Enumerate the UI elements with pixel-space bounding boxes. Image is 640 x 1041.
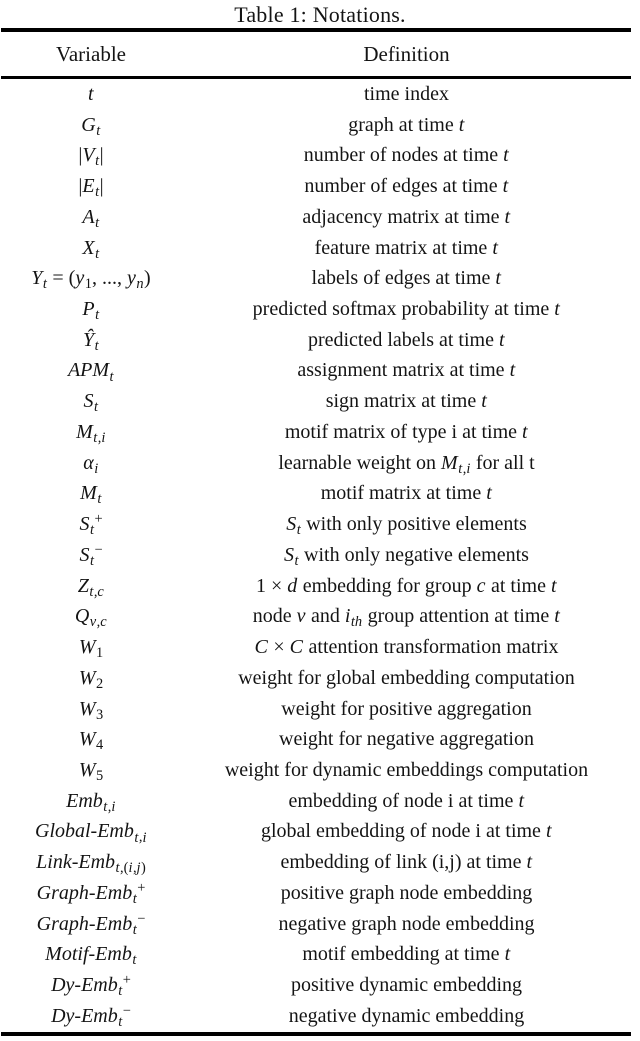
variable-cell: $S_t^-$ <box>79 541 103 569</box>
table-bottom-rule <box>1 1032 631 1036</box>
variable-cell: $W_4$ <box>78 728 104 754</box>
variable-cell: $P_t$ <box>82 298 100 324</box>
definition-cell: predicted labels at time t <box>307 328 505 351</box>
table-row <box>0 575 640 598</box>
table-row <box>0 298 640 324</box>
definition-cell: negative graph node embedding <box>278 912 535 935</box>
variable-cell: Motif-Emb$_t$ <box>45 943 137 969</box>
variable-cell: Graph-Emb$_t$− <box>36 910 146 938</box>
definition-cell: graph at time t <box>348 113 465 136</box>
variable-cell: $X_t$ <box>82 236 100 262</box>
variable-cell: $W_1$ <box>78 636 104 662</box>
variable-cell: $\alpha_i$ <box>83 451 99 477</box>
variable-cell: $G_t$ <box>81 113 101 139</box>
table-row <box>0 636 640 662</box>
table-row <box>0 728 640 754</box>
table-row <box>0 83 640 106</box>
variable-cell: $M_t$ <box>80 482 102 508</box>
column-header-variable: Variable <box>56 41 126 66</box>
variable-cell: Dy-Emb$_t$− <box>51 1002 131 1030</box>
table-row <box>0 943 640 969</box>
table-row <box>0 267 640 293</box>
definition-cell: number of nodes at time t <box>303 144 509 167</box>
variable-cell: $|E_t|$ <box>78 175 104 201</box>
definition-cell: adjacency matrix at time t <box>302 205 511 228</box>
definition-cell: $S_t$ with only positive elements <box>286 513 527 539</box>
definition-cell: labels of edges at time t <box>311 267 501 290</box>
definition-cell: weight for negative aggregation <box>279 728 534 751</box>
variable-cell: Link-Emb$_{t,(i,j)}$ <box>36 851 146 877</box>
table-row <box>0 879 640 907</box>
table-row <box>0 452 640 475</box>
definition-cell: motif matrix of type i at time t <box>284 420 528 443</box>
variable-cell: Emb$_{t,i}$ <box>66 789 116 815</box>
table-header-row <box>0 32 640 76</box>
definition-cell: number of edges at time t <box>304 175 509 198</box>
variable-cell: $Y_t = (y_1$, ..., $y_n$) <box>31 267 151 293</box>
definition-cell: weight for positive aggregation <box>281 697 532 720</box>
table-row <box>0 237 640 260</box>
table-row <box>0 698 640 721</box>
variable-cell: $S_t^+$ <box>79 510 103 539</box>
definition-cell: positive dynamic embedding <box>290 974 523 997</box>
variable-cell: $A_t$ <box>82 205 100 231</box>
definition-cell: embedding of node i at time t <box>288 789 524 812</box>
variable-cell: Graph-Emb$_t$+ <box>36 879 146 907</box>
variable-cell: Dy-Emb$_t$+ <box>51 971 131 1000</box>
column-header-definition: Definition <box>363 41 450 66</box>
definition-cell: weight for dynamic embeddings computation <box>224 759 589 782</box>
definition-cell: predicted softmax probability at time t <box>252 298 560 320</box>
table-row <box>0 144 640 170</box>
definition-cell: sign matrix at time t <box>325 390 487 413</box>
definition-cell: negative dynamic embedding <box>288 1004 525 1027</box>
table-caption: Table 1: Notations. <box>234 2 406 27</box>
table-row <box>0 390 640 416</box>
definition-cell: C × C attention transformation matrix <box>254 636 559 659</box>
variable-cell: $W_2$ <box>78 666 104 692</box>
table-row <box>0 1002 640 1030</box>
table-row <box>0 329 640 352</box>
definition-cell: $S_t$ with only negative elements <box>284 543 529 569</box>
definition-cell: motif matrix at time t <box>320 482 492 505</box>
variable-cell: $W_3$ <box>78 697 104 723</box>
notation-table-body <box>0 79 640 1032</box>
definition-cell: motif embedding at time t <box>302 943 511 966</box>
variable-cell: t <box>87 82 94 105</box>
table-row <box>0 359 640 385</box>
variable-cell: $Q_{v,c}$ <box>74 605 107 631</box>
definition-cell: learnable weight on $M_{t,i}$ for all t <box>278 451 535 477</box>
table-row <box>0 820 640 846</box>
variable-cell: $S_t$ <box>83 390 98 416</box>
table-row <box>0 541 640 569</box>
table-row <box>0 510 640 539</box>
variable-cell: Global-Emb$_{t,i}$ <box>35 820 147 846</box>
definition-cell: weight for global embedding computation <box>238 666 575 689</box>
definition-cell: node v and $i_{th}$ group attention at time t <box>252 605 560 631</box>
variable-cell: $W_5$ <box>78 759 104 785</box>
table-row <box>0 851 640 877</box>
table-row <box>0 175 640 201</box>
variable-cell: $M_{t,i}$ <box>76 420 106 446</box>
table-row <box>0 790 640 813</box>
variable-cell: $Ŷ_t$ <box>82 328 99 354</box>
variable-cell: $APM_t$ <box>67 359 114 385</box>
table-row <box>0 605 640 631</box>
table-row <box>0 114 640 137</box>
variable-cell: $|V_t|$ <box>78 144 104 170</box>
definition-cell: positive graph node embedding <box>280 881 533 904</box>
definition-cell: global embedding of node i at time t <box>261 820 552 843</box>
table-row <box>0 421 640 444</box>
table-row <box>0 667 640 690</box>
table-row <box>0 971 640 1000</box>
definition-cell: 1 × d embedding for group c at time t <box>255 574 557 597</box>
definition-cell: embedding of link (i,j) at time t <box>280 851 533 874</box>
table-row <box>0 482 640 508</box>
table-row <box>0 910 640 938</box>
definition-cell: feature matrix at time t <box>314 236 498 259</box>
definition-cell: time index <box>364 82 449 105</box>
variable-cell: $Z_{t,c}$ <box>77 574 104 600</box>
table-row <box>0 759 640 785</box>
definition-cell: assignment matrix at time t <box>297 359 516 382</box>
table-row <box>0 206 640 229</box>
